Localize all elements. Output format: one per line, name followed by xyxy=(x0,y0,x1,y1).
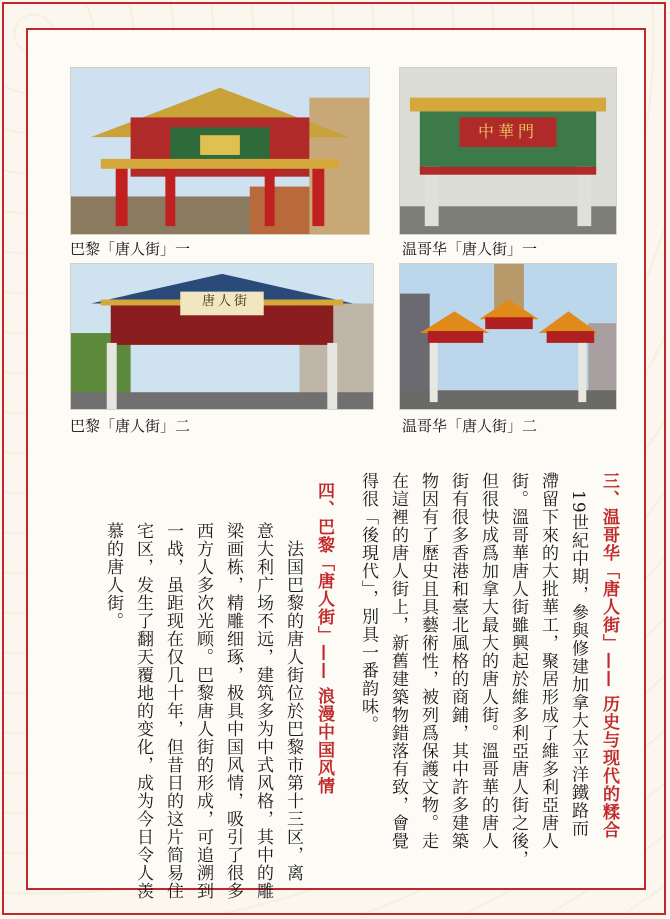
section4-line-7: 慕的唐人街。 xyxy=(103,522,123,630)
section3-line-4: 但很快成爲加拿大最大的唐人街。溫哥華的唐人 xyxy=(478,472,498,850)
photo-paris-chinatown-1 xyxy=(70,67,370,235)
section4-heading: 四、巴黎「唐人街」—— 浪漫中国风情 xyxy=(314,482,334,795)
section4-line-4: 西方人多次光顾。巴黎唐人街的形成，可追溯到 xyxy=(193,522,213,900)
section3-line-8: 得很「後現代」，別具一番韵味。 xyxy=(358,472,378,734)
section4-line-1: 法国巴黎的唐人街位於巴黎市第十三区，离 xyxy=(283,522,303,882)
section4-line-5: 一战，虽距现在仅几十年，但昔日的这片简易住 xyxy=(163,522,183,900)
gate-sign-paris: 唐人街 xyxy=(201,294,250,309)
photo-paris-chinatown-2 xyxy=(70,263,374,410)
photo-caption-vancouver-2: 温哥华「唐人街」二 xyxy=(402,417,538,435)
photo-vancouver-chinatown-1 xyxy=(399,67,617,235)
photo-caption-vancouver-1: 温哥华「唐人街」一 xyxy=(402,240,538,258)
section4-line-2: 意大利广场不远，建筑多为中式风格，其中的雕 xyxy=(253,522,273,900)
section4-line-3: 梁画栋，精雕细琢，极具中国风情，吸引了很多 xyxy=(223,522,243,900)
section3-line-3: 街。溫哥華唐人街雖興起於維多利亞唐人街之後， xyxy=(508,472,528,868)
section3-line-6: 物因有了歷史且具藝術性，被列爲保護文物。走 xyxy=(418,472,438,850)
section3-line-1: 19世紀中期，參與修建加拿大太平洋鐵路而 xyxy=(568,472,588,838)
section3-heading: 三、温哥华「唐人街」—— 历史与现代的糅合 xyxy=(599,472,619,839)
section4-line-6: 宅区，发生了翻天覆地的变化，成为今日令人羡 xyxy=(133,522,153,900)
section3-line-5: 街有很多香港和臺北風格的商鋪，其中許多建築 xyxy=(448,472,468,850)
section3-line-2: 滯留下來的大批華工，聚居形成了維多利亞唐人 xyxy=(538,472,558,850)
gate-sign-vancouver: 中華門 xyxy=(477,122,538,141)
section3-line-7: 在這裡的唐人街上，新舊建築物錯落有致，會覺 xyxy=(388,472,408,850)
photo-caption-paris-2: 巴黎「唐人街」二 xyxy=(70,417,191,435)
photo-vancouver-chinatown-2 xyxy=(399,263,617,410)
photo-caption-paris-1: 巴黎「唐人街」一 xyxy=(70,240,191,258)
